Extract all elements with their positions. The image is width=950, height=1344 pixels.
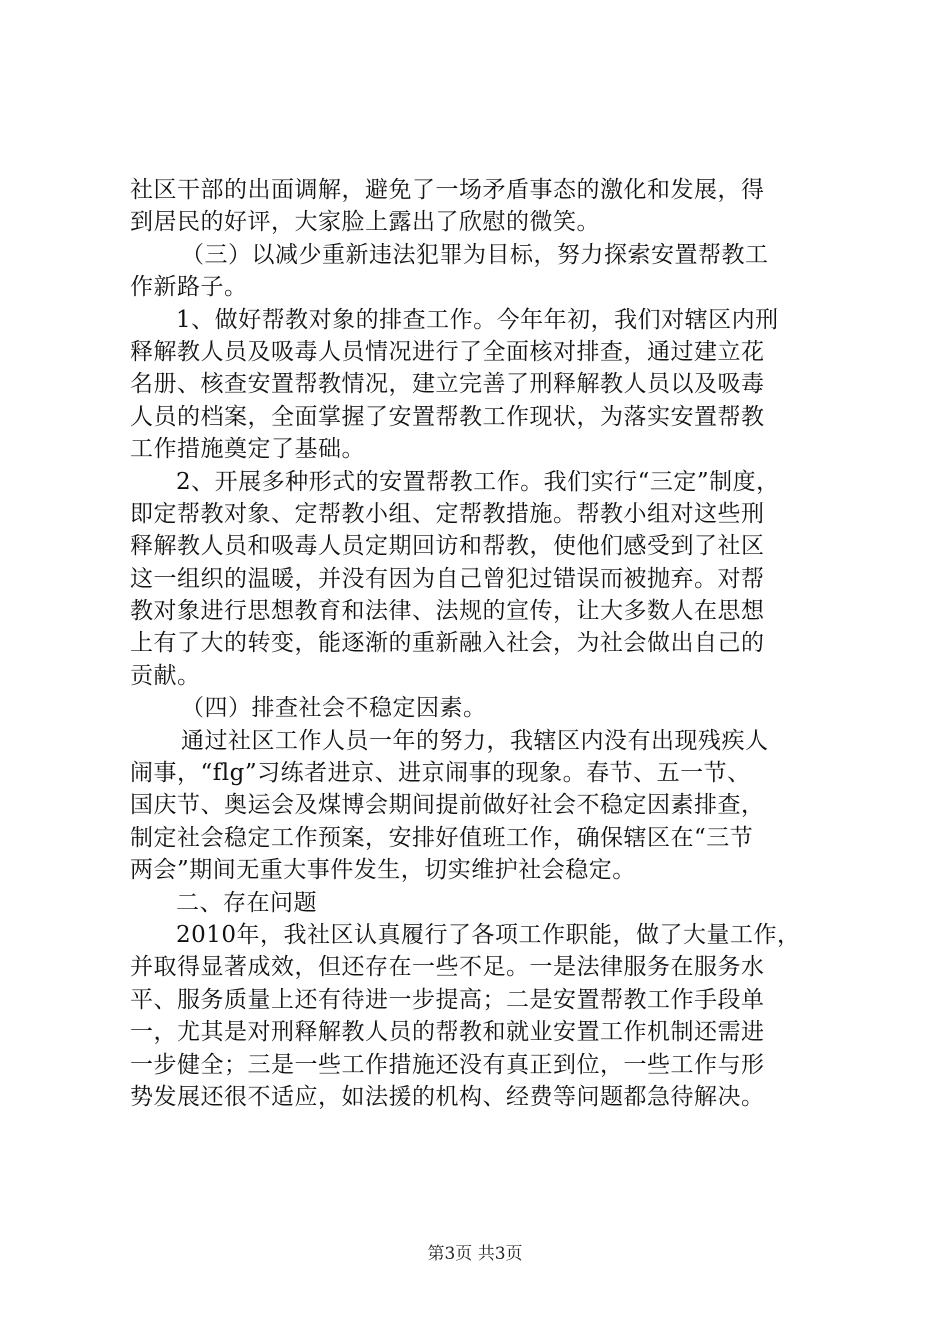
section-heading: 二、存在问题 xyxy=(176,889,317,916)
text-line: 工作措施奠定了基础。 xyxy=(130,436,365,463)
text-line: 社区干部的出面调解，避免了一场矛盾事态的激化和发展，得 xyxy=(130,177,765,203)
text-line: 并取得显著成效，但还存在一些不足。一是法律服务在服务水 xyxy=(130,954,765,981)
paragraph-start: 通过社区工作人员一年的努力，我辖区内没有出现残疾人 xyxy=(181,727,769,754)
text-line: 一，尤其是对刑释解教人员的帮教和就业安置工作机制还需进 xyxy=(130,1019,765,1046)
text-line: 释解教人员和吸毒人员定期回访和帮教，使他们感受到了社区 xyxy=(130,533,765,560)
paragraph-start: 2010年，我社区认真履行了各项工作职能，做了大量工作， xyxy=(176,921,801,948)
text-line: 即定帮教对象、定帮教小组、定帮教措施。帮教小组对这些刑 xyxy=(130,500,765,527)
paragraph-start: 1、做好帮教对象的排查工作。今年年初，我们对辖区内刑 xyxy=(176,306,779,333)
text-line: 平、服务质量上还有待进一步提高；二是安置帮教工作手段单 xyxy=(130,986,765,1013)
paragraph-start: 2、开展多种形式的安置帮教工作。我们实行“三定”制度， xyxy=(176,468,780,495)
text-line: 国庆节、奥运会及煤博会期间提前做好社会不稳定因素排查， xyxy=(130,792,765,819)
document-body xyxy=(130,174,832,1113)
text-line: 作新路子。 xyxy=(130,274,248,301)
text-line: 上有了大的转变，能逐渐的重新融入社会，为社会做出自己的 xyxy=(130,630,765,657)
text-line: 教对象进行思想教育和法律、法规的宣传，让大多数人在思想 xyxy=(130,598,765,625)
text-line: 闹事，“flg”习练者进京、进京闹事的现象。春节、五一节、 xyxy=(130,760,751,787)
text-line: 释解教人员及吸毒人员情况进行了全面核对排查，通过建立花 xyxy=(130,338,765,365)
text-line: 贡献。 xyxy=(130,662,201,689)
text-line: 两会”期间无重大事件发生，切实维护社会稳定。 xyxy=(130,857,636,884)
text-line: 人员的档案，全面掌握了安置帮教工作现状，为落实安置帮教 xyxy=(130,403,765,430)
text-line: 势发展还很不适应，如法援的机构、经费等问题都急待解决。 xyxy=(130,1083,765,1110)
text-line: 制定社会稳定工作预案，安排好值班工作，确保辖区在“三节 xyxy=(130,824,754,851)
text-line: 到居民的好评，大家脸上露出了欣慰的微笑。 xyxy=(130,209,600,236)
text-line: 名册、核查安置帮教情况，建立完善了刑释解教人员以及吸毒 xyxy=(130,371,765,398)
text-line: 这一组织的温暖，并没有因为自己曾犯过错误而被抛弃。对帮 xyxy=(130,565,765,592)
section-heading: （三）以减少重新违法犯罪为目标，努力探索安置帮教工 xyxy=(181,241,769,268)
text-line: 一步健全；三是一些工作措施还没有真正到位，一些工作与形 xyxy=(130,1051,765,1078)
section-heading: （四）排查社会不稳定因素。 xyxy=(181,695,487,722)
page-number-footer: 第3页 共3页 xyxy=(427,1244,523,1264)
